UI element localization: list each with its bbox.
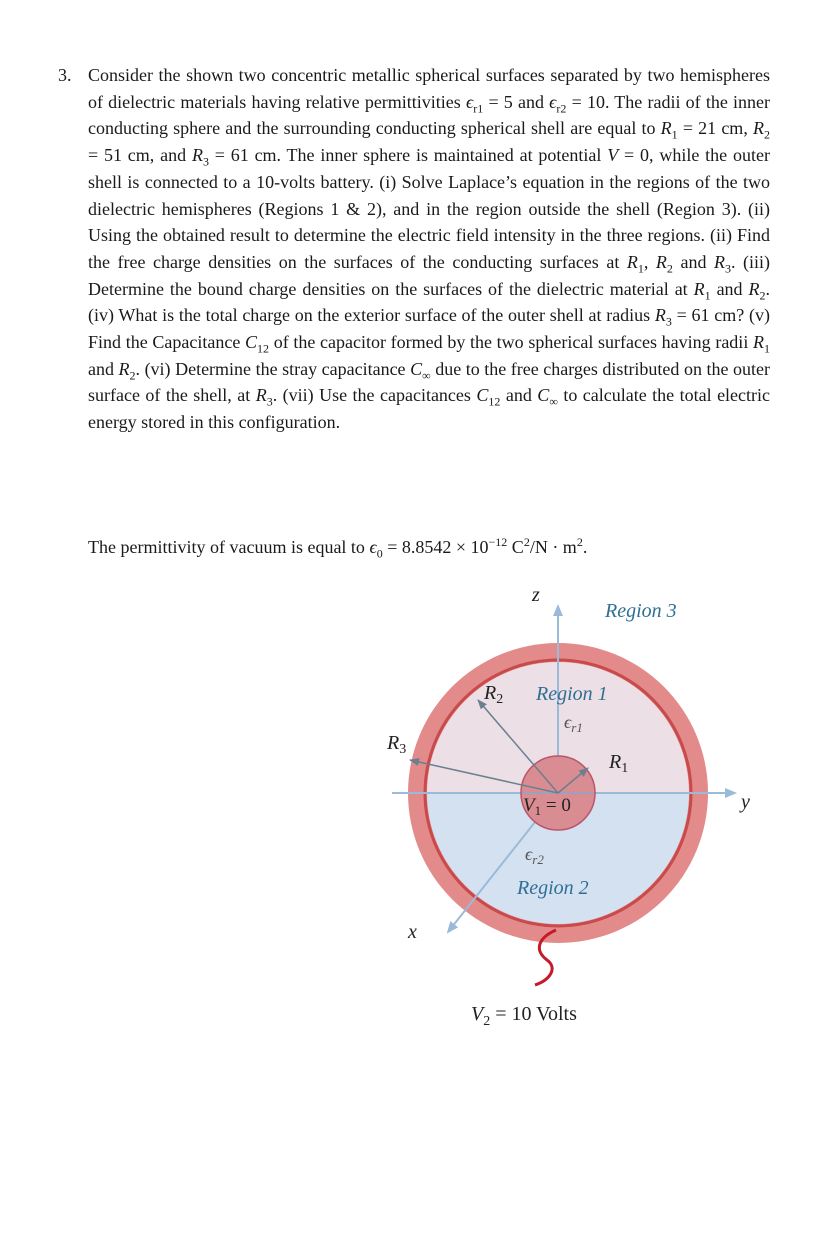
region-3-label: Region 3	[605, 600, 677, 622]
text-run: and	[710, 278, 749, 299]
text-run: /N · m	[529, 537, 577, 557]
text-run: 1	[671, 128, 678, 142]
text-run: 12	[488, 395, 501, 410]
axis-y-label: y	[741, 791, 750, 813]
text-run: R	[654, 305, 666, 326]
text-run: and	[500, 385, 538, 406]
text-run: and	[88, 358, 119, 379]
text-run: 3	[724, 261, 731, 276]
text-run: R	[118, 358, 130, 379]
text-run: 1	[764, 341, 770, 356]
text-run: R	[655, 251, 667, 272]
text-run: 2	[129, 368, 136, 383]
text-run: 1	[704, 288, 711, 303]
text-run: R	[255, 385, 267, 406]
text-run: 2	[763, 128, 770, 142]
text-run: Consider the shown two concentric metallic spherical surfaces separated by two hemispheres of dielectric materials having relative permittivities	[88, 65, 770, 112]
text-run: = 61 cm. The inner sphere is maintained at potential	[208, 145, 608, 166]
text-run: C	[476, 385, 489, 406]
text-run: R	[748, 278, 760, 299]
text-run: ∞	[549, 395, 558, 410]
r2-label: $R_2$	[484, 682, 504, 707]
text-run: = 61 cm? (v) Find the Capacitance	[88, 305, 770, 353]
text-run: = 51 cm, and	[88, 145, 192, 166]
text-run: ϵ	[466, 91, 474, 112]
text-run: 0	[376, 546, 383, 561]
axis-z-label: z	[532, 584, 540, 606]
v1-label: $V_1 = 0$	[523, 795, 571, 818]
text-run: of the capacitor formed by the two spherical surfaces having radii	[269, 332, 753, 353]
text-run: = 21 cm,	[677, 118, 753, 139]
text-run: V	[607, 145, 619, 166]
text-run: C	[245, 332, 258, 353]
text-run: 3	[202, 154, 209, 169]
text-run: R	[713, 251, 725, 272]
text-run: −12	[488, 535, 508, 549]
v2-label: $V_2 = 10$ Volts	[471, 1003, 577, 1029]
text-run: C	[410, 358, 423, 379]
text-run: to calculate the total electric energy stored in this configuration.	[88, 385, 771, 433]
text-run: = 0, while the outer shell is connected to a 10-volts battery. (i) Solve Laplace’s equation in the regions of the two dielectric hemispheres (Regions 1 & 2), and in the region outside the shell (Region 3). (ii) Using the obtained result to determine the electric field intensity in the three regions. (ii) Find the free charge densities on the surfaces of the conducting surfaces at	[88, 145, 770, 272]
text-run: ∞	[422, 368, 431, 383]
text-run: and	[672, 251, 714, 272]
text-run: . (vii) Use the capacitances	[272, 385, 477, 406]
text-run: . (iv) What is the total charge on the exterior surface of the outer shell at radius	[88, 278, 770, 326]
text-run: . (iii) Determine the bound charge densities on the surfaces of the dielectric material at	[88, 251, 771, 299]
text-run: R	[626, 251, 638, 272]
text-run: 3	[266, 395, 273, 410]
text-run: C	[507, 537, 524, 557]
text-run: r1	[473, 101, 484, 116]
text-run: 2	[523, 535, 530, 549]
text-run: 12	[257, 341, 270, 356]
text-run: . (vi) Determine the stray capacitance	[135, 358, 411, 379]
r3-label: $R_3$	[387, 732, 407, 757]
problem-number: 3.	[58, 65, 72, 85]
region-1-label: Region 1	[536, 683, 608, 705]
text-run: R	[752, 118, 764, 139]
text-run: due to the free charges distributed on the outer surface of the shell, at	[88, 358, 770, 406]
text-run: 1	[637, 261, 644, 276]
text-run: 2	[576, 535, 583, 549]
text-run: = 8.8542 × 10	[382, 537, 489, 557]
axis-x-label: x	[408, 921, 417, 943]
text-run: R	[191, 145, 203, 166]
text-run: The permittivity of vacuum is equal to	[88, 537, 370, 557]
text-run: 2	[666, 261, 673, 276]
text-run: 3	[665, 314, 672, 329]
text-run: R	[753, 332, 764, 353]
text-run: r2	[556, 101, 567, 116]
text-run: = 5 and	[483, 91, 550, 112]
text-run: R	[693, 278, 705, 299]
eps-r1-label: $\epsilon_{r1}$	[564, 712, 583, 735]
text-run: R	[660, 118, 672, 139]
eps-r2-label: $\epsilon_{r2}$	[525, 844, 544, 867]
text-run: C	[537, 385, 550, 406]
text-run: ,	[643, 251, 656, 272]
text-run: ϵ	[369, 537, 377, 557]
region-2-label: Region 2	[517, 877, 589, 899]
r1-label: $R_1$	[609, 751, 629, 776]
text-run: .	[582, 537, 588, 557]
text-run: 2	[759, 288, 766, 303]
text-run: = 10. The radii of the inner conducting sphere and the surrounding conducting spherical shell are equal to	[88, 91, 770, 139]
text-run: ϵ	[549, 91, 557, 112]
